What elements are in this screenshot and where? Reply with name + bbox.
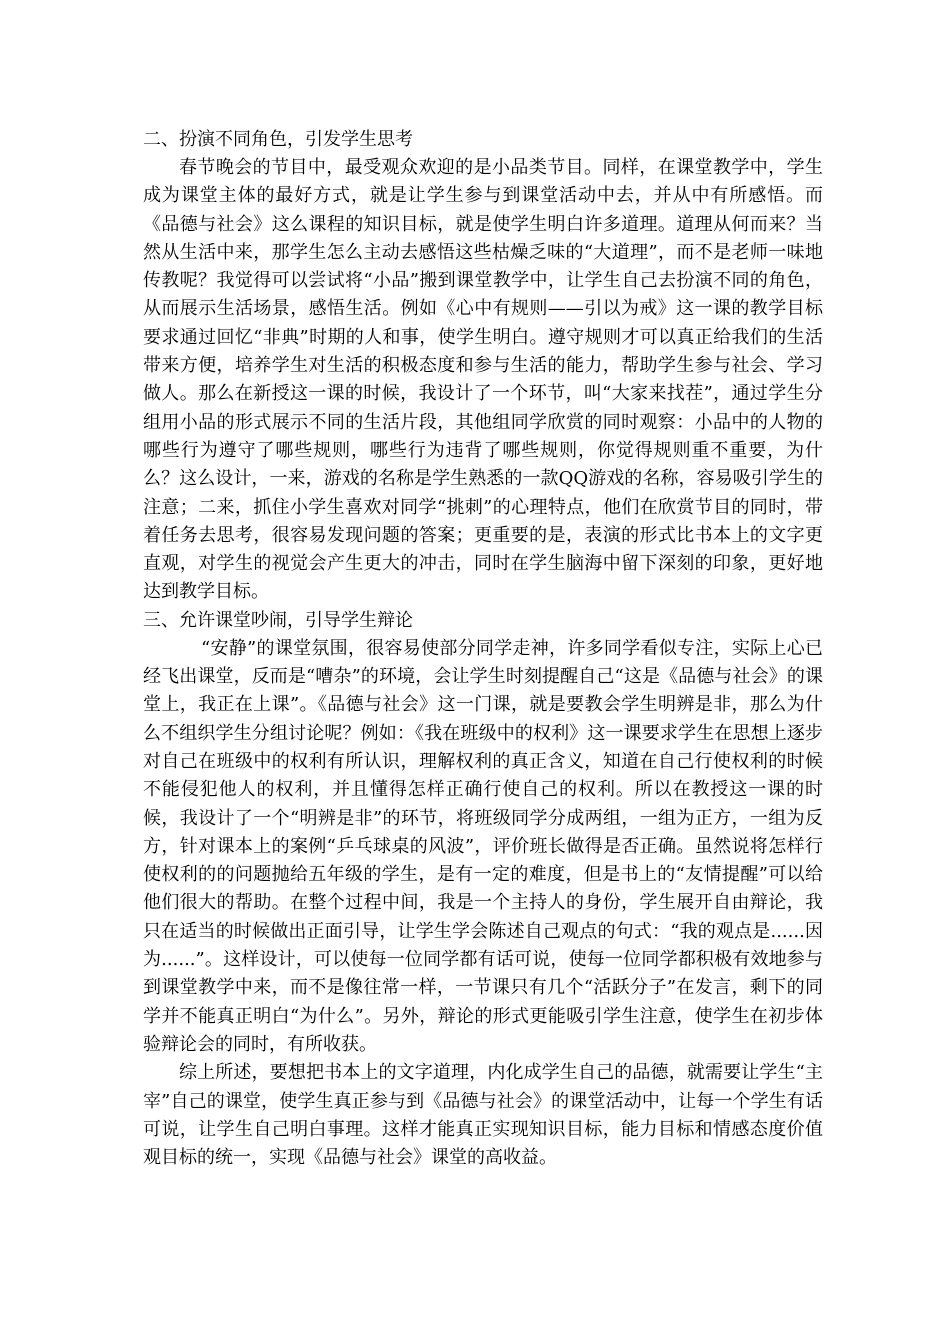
section-paragraph-2: 春节晚会的节目中，最受观众欢迎的是小品类节目。同样，在课堂教学中，学生成为课堂主体的最好方式，就是让学生参与到课堂活动中去，并从中有所感悟。而《品德与社会》这么课程的知识目标，就是使学生明白许多道理。道理从何而来？当然从生活中来，那学生怎么主动去感悟这些枯燥乏味的“大道理”，而不是老师一味地传教呢？我觉得可以尝试将“小品”搬到课堂教学中，让学生自己去扮演不同的角色，从而展示生活场景，感悟生活。例如《心中有规则——引以为戒》这一课的教学目标要求通过回忆“非典”时期的人和事，使学生明白。遵守规则才可以真正给我们的生活带来方便，培养学生对生活的积极态度和参与生活的能力，帮助学生参与社会、学习做人。那么在新授这一课的时候，我设计了一个环节，叫“大家来找茬”，通过学生分组用小品的形式展示不同的生活片段，其他组同学欣赏的同时观察：小品中的人物的哪些行为遵守了哪些规则，哪些行为违背了哪些规则，你觉得规则重不重要，为什么？这么设计，一来，游戏的名称是学生熟悉的一款QQ游戏的名称，容易吸引学生的注意；二来，抓住小学生喜欢对同学“挑刺”的心理特点，他们在欣赏节目的同时，带着任务去思考，很容易发现问题的答案；更重要的是，表演的形式比书本上的文字更直观，对学生的视觉会产生更大的冲击，同时在学生脑海中留下深刻的印象，更好地达到教学目标。 — [143, 157, 823, 603]
section-paragraph-3: “安静”的课堂氛围，很容易使部分同学走神，许多同学看似专注，实际上心已经飞出课堂，反而是“嘈杂”的环境，会让学生时刻提醒自己“这是《品德与社会》的课堂上，我正在上课”。《品德与社会》这一门课，就是要教会学生明辨是非，那么为什么不组织学生分组讨论呢？例如：《我在班级中的权利》这一课要求学生在思想上逐步对自己在班级中的权利有所认识，理解权利的真正含义，知道在自己行使权利的时候不能侵犯他人的权利，并且懂得怎样正确行使自己的权利。所以在教授这一课的时候，我设计了一个“明辨是非”的环节，将班级同学分成两组，一组为正方，一组为反方，针对课本上的案例“乒乓球桌的风波”，评价班长做得是否正确。虽然说将怎样行使权利的的问题抛给五年级的学生，是有一定的难度，但是书上的“友情提醒”可以给他们很大的帮助。在整个过程中间，我是一个主持人的身份，学生展开自由辩论，我只在适当的时候做出正面引导，让学生学会陈述自己观点的句式：“我的观点是......因为......”。这样设计，可以使每一位同学都有话可说，使每一位同学都积极有效地参与到课堂教学中来，而不是像往常一样，一节课只有几个“活跃分子”在发言，剩下的同学并不能真正明白“为什么”。另外，辩论的形式更能吸引学生注意，使学生在初步体验辩论会的同时，有所收获。 — [143, 637, 823, 1055]
section-heading-2: 二、扮演不同角色，引发学生思考 — [143, 129, 413, 150]
section-heading-3: 三、允许课堂吵闹，引导学生辩论 — [143, 609, 413, 631]
conclusion-paragraph: 综上所述，要想把书本上的文字道理，内化成学生自己的品德，就需要让学生“主宰”自己的课堂，使学生真正参与到《品德与社会》的课堂活动中，让每一个学生有话可说，让学生自己明白事理。这样才能真正实现知识目标，能力目标和情感态度价值观目标的统一，实现《品德与社会》课堂的高收益。 — [143, 1062, 823, 1169]
document-page — [143, 126, 823, 1172]
